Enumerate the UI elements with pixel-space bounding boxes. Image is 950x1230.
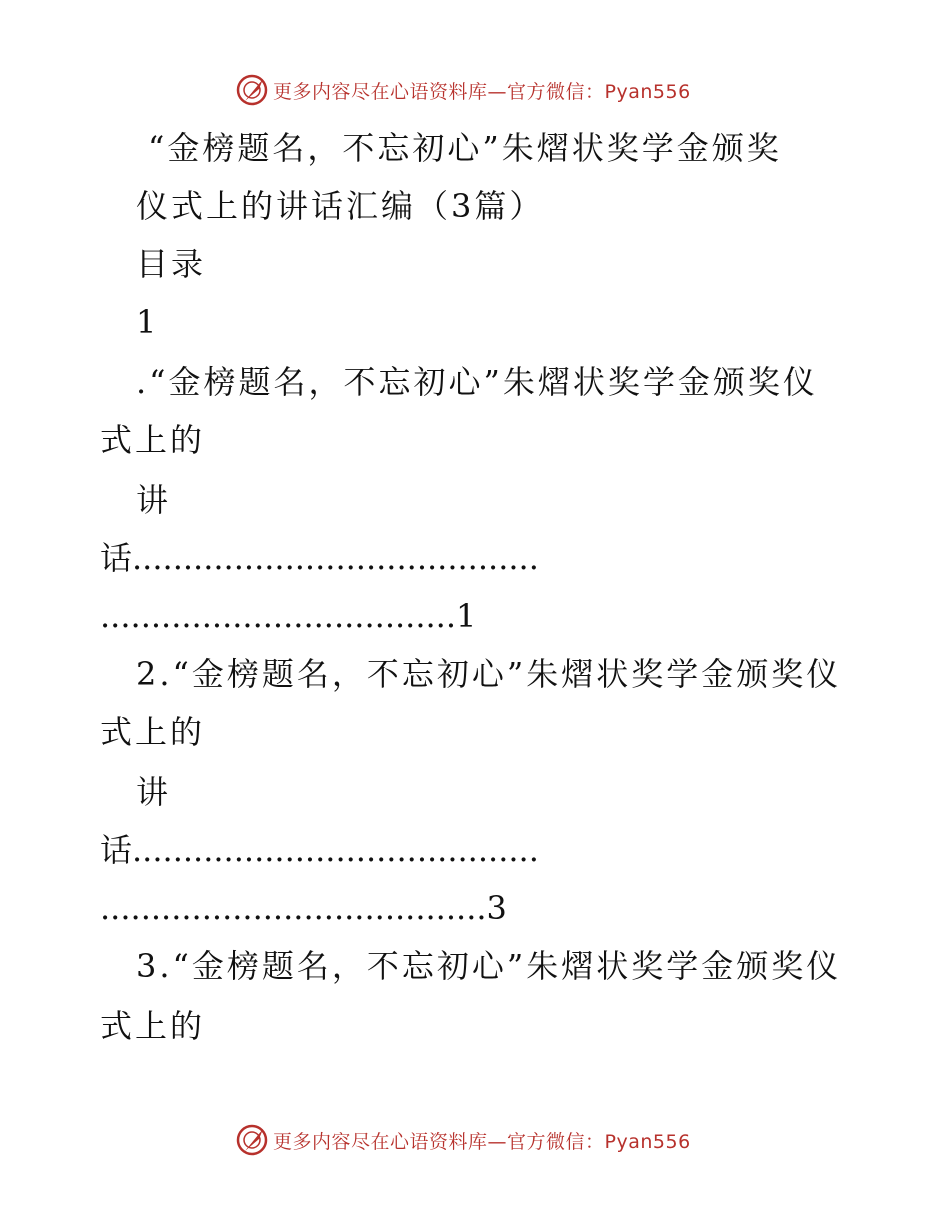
toc-entry-1-title: .“金榜题名，不忘初心”朱熠状奖学金颁奖仪 xyxy=(136,363,818,401)
toc-entry-2-title: 2.“金榜题名，不忘初心”朱熠状奖学金颁奖仪 xyxy=(136,655,842,693)
doc-title-line-1: “金榜题名，不忘初心”朱熠状奖学金颁奖 xyxy=(148,129,782,167)
toc-heading: 目录 xyxy=(136,245,207,283)
toc-entry-2-page: ......................................3 xyxy=(100,889,507,927)
toc-entry-2-title-cont-2: 讲 xyxy=(136,773,172,811)
toc-entry-3-title-cont: 式上的 xyxy=(100,1007,206,1045)
quill-logo-icon xyxy=(235,1123,269,1157)
toc-entry-3-title: 3.“金榜题名，不忘初心”朱熠状奖学金颁奖仪 xyxy=(136,947,842,985)
toc-entry-1-title-cont: 式上的 xyxy=(100,421,206,459)
toc-entry-1-page: ...................................1 xyxy=(100,597,477,635)
toc-entry-2-title-cont: 式上的 xyxy=(100,713,206,751)
banner-text: 更多内容尽在心语资料库—官方微信：Pyan556 xyxy=(273,1130,691,1153)
toc-entry-2-leader: 话........................................ xyxy=(100,831,539,869)
toc-entry-1-title-cont-2: 讲 xyxy=(136,481,172,519)
footer-banner xyxy=(235,1122,691,1158)
doc-title-line-2: 仪式上的讲话汇编（3篇） xyxy=(136,187,545,225)
toc-entry-1-number: 1 xyxy=(136,303,160,341)
quill-logo-icon xyxy=(235,73,269,107)
header-banner xyxy=(235,72,691,108)
banner-text: 更多内容尽在心语资料库—官方微信：Pyan556 xyxy=(273,80,691,103)
toc-entry-1-leader: 话........................................ xyxy=(100,539,539,577)
